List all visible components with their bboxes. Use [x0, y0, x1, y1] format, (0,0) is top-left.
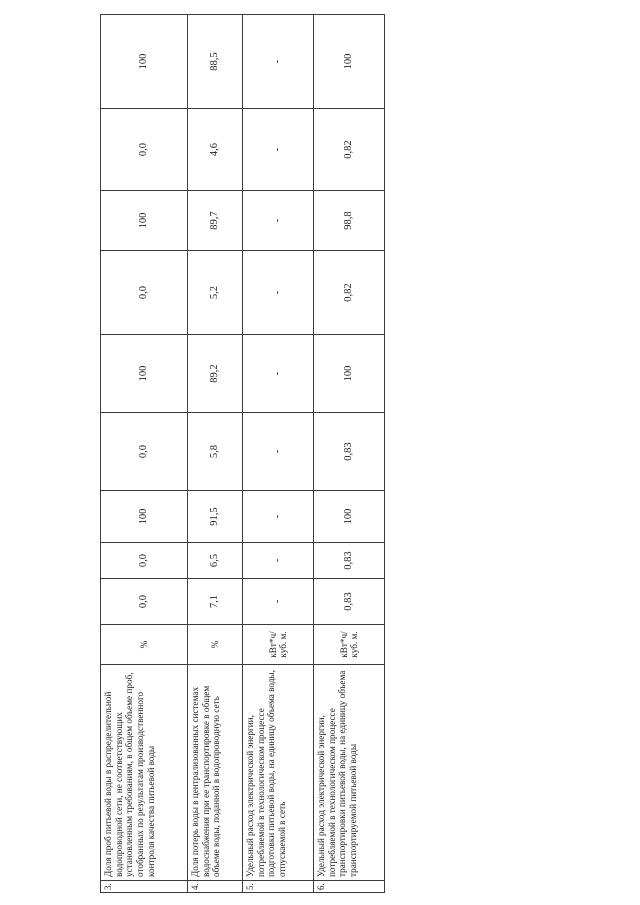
value-cell: 100 [313, 15, 384, 109]
value-cell: - [242, 251, 313, 335]
value-cell: 89,7 [187, 191, 242, 251]
row-number: 4. [187, 881, 242, 893]
value-cell: - [242, 579, 313, 625]
value-cell: 0,82 [313, 251, 384, 335]
value-cell: 0,83 [313, 579, 384, 625]
value-cell: 100 [101, 15, 188, 109]
value-cell: 5,8 [187, 413, 242, 491]
value-cell: - [242, 15, 313, 109]
value-cell: 0,0 [101, 413, 188, 491]
value-cell: 91,5 [187, 491, 242, 543]
indicators-table [100, 14, 385, 893]
value-cell: 100 [101, 191, 188, 251]
value-cell: 98,8 [313, 191, 384, 251]
value-cell: 7,1 [187, 579, 242, 625]
unit-cell: % [101, 625, 188, 665]
unit-cell: кВт*ч/ куб. м. [313, 625, 384, 665]
row-number: 3. [101, 881, 188, 893]
value-cell: - [242, 543, 313, 579]
indicator-name: Доля потерь воды в централизованных системах водоснабжения при ее транспортировке в общем объеме воды, поданной в водопроводную сеть [187, 665, 242, 881]
table-row [313, 15, 384, 893]
value-cell: - [242, 191, 313, 251]
value-cell: 0,0 [101, 579, 188, 625]
row-number: 6. [313, 881, 384, 893]
value-cell: 100 [101, 491, 188, 543]
rotated-table-block [100, 15, 385, 893]
unit-cell: % [187, 625, 242, 665]
indicator-name: Удельный расход электрической энергии, потребляемой в технологическом процессе транспортировки питьевой воды, на единицу объема транспортируемой питьевой воды [313, 665, 384, 881]
value-cell: 0,82 [313, 109, 384, 191]
indicator-name: Доля проб питьевой воды в распределительной водопроводной сети, не соответствующих установленным требованиям, в общем объеме проб, отобранных по результатам производственного контроля качества питьевой воды [101, 665, 188, 881]
value-cell: 89,2 [187, 335, 242, 413]
table-row [187, 15, 242, 893]
value-cell: - [242, 335, 313, 413]
value-cell: 0,83 [313, 543, 384, 579]
value-cell: 0,0 [101, 543, 188, 579]
value-cell: 0,0 [101, 109, 188, 191]
value-cell: - [242, 413, 313, 491]
table-row [101, 15, 188, 893]
indicator-name: Удельный расход электрической энергии, потребляемой в технологическом процессе подготовки питьевой воды, на единицу объема воды, отпускаемой в сеть [242, 665, 313, 881]
value-cell: 0,83 [313, 413, 384, 491]
value-cell: 100 [313, 335, 384, 413]
value-cell: 100 [101, 335, 188, 413]
row-number: 5. [242, 881, 313, 893]
value-cell: - [242, 491, 313, 543]
value-cell: 5,2 [187, 251, 242, 335]
table-row [242, 15, 313, 893]
value-cell: - [242, 109, 313, 191]
value-cell: 100 [313, 491, 384, 543]
value-cell: 0,0 [101, 251, 188, 335]
value-cell: 4,6 [187, 109, 242, 191]
value-cell: 6,5 [187, 543, 242, 579]
value-cell: 88,5 [187, 15, 242, 109]
unit-cell: кВт*ч/ куб. м. [242, 625, 313, 665]
